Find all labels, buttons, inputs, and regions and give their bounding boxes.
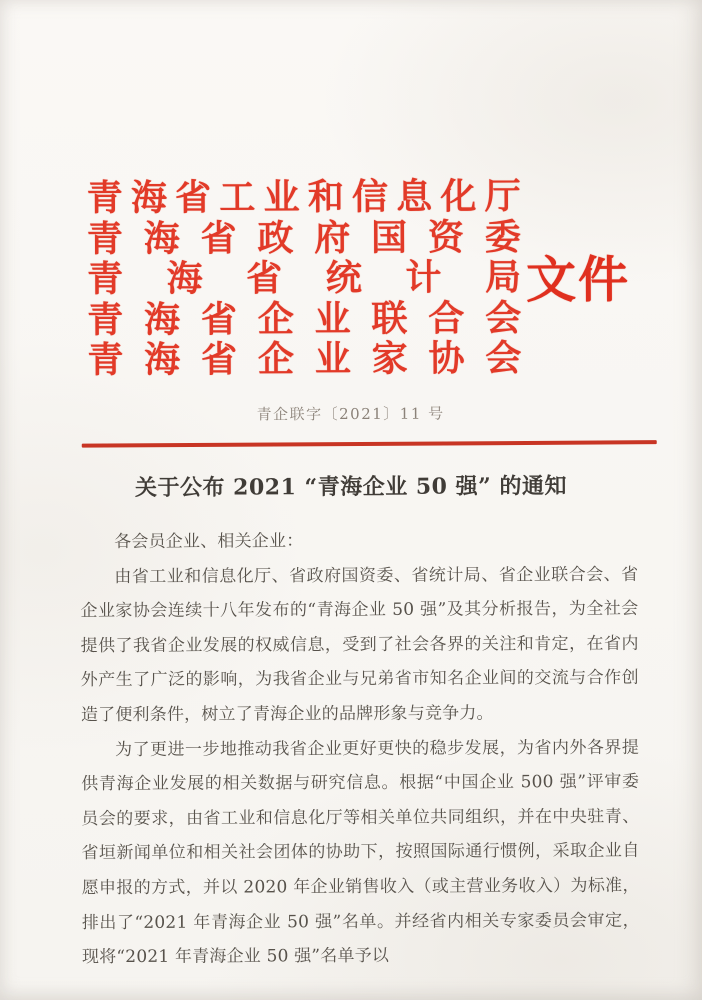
- org-name-line-3: 青海省统计局: [86, 256, 522, 301]
- doc-type-label: 文件: [525, 249, 631, 310]
- salutation-line: 各会员企业、相关企业：: [114, 531, 304, 553]
- body-paragraph-2: 为了更进一步地推动我省企业更好更快的稳步发展，为省内外各界提供青海企业发展的相关数据与研究信息。根据“中国企业 500 强”评审委员会的要求，由省工业和信息化厅等相关单位共同组织，并在中央驻青、省垣新闻单位和相关社会团体的协助下，按照国际通行惯例，采取企业自愿申报的方式，并以 2020 年企业销售收入（或主营业务收入）为标准，排出了“2021 年青海企业 50 强”名单。并经省内相关专家委员会审定，现将“2021 年青海企业 50 强”名单予以: [81, 737, 640, 968]
- document-title: 关于公布 2021 “青海企业 50 强” 的通知: [134, 473, 567, 501]
- doc-number: 青企联字〔2021〕11 号: [256, 404, 445, 424]
- letterhead-org-block: [87, 176, 522, 381]
- org-name-line-1: 青海省工业和信息化厅: [86, 175, 521, 220]
- org-name-line-2: 青海省政府国资委: [86, 215, 521, 260]
- document-body: [80, 523, 640, 975]
- org-name-line-5: 青海省企业家协会: [87, 337, 522, 382]
- red-separator-rule: [82, 440, 657, 448]
- body-paragraph-1: 由省工业和信息化厅、省政府国资委、省统计局、省企业联合会、省企业家协会连续十八年发布的“青海企业 50 强”及其分析报告，为全社会提供了我省企业发展的权威信息，受到了社会各界的关注和肯定，在省内外产生了广泛的影响，为我省企业与兄弟省市知名企业间的交流与合作创造了便利条件，树立了青海企业的品牌形象与竞争力。: [80, 564, 639, 726]
- org-name-line-4: 青海省企业联合会: [87, 297, 522, 341]
